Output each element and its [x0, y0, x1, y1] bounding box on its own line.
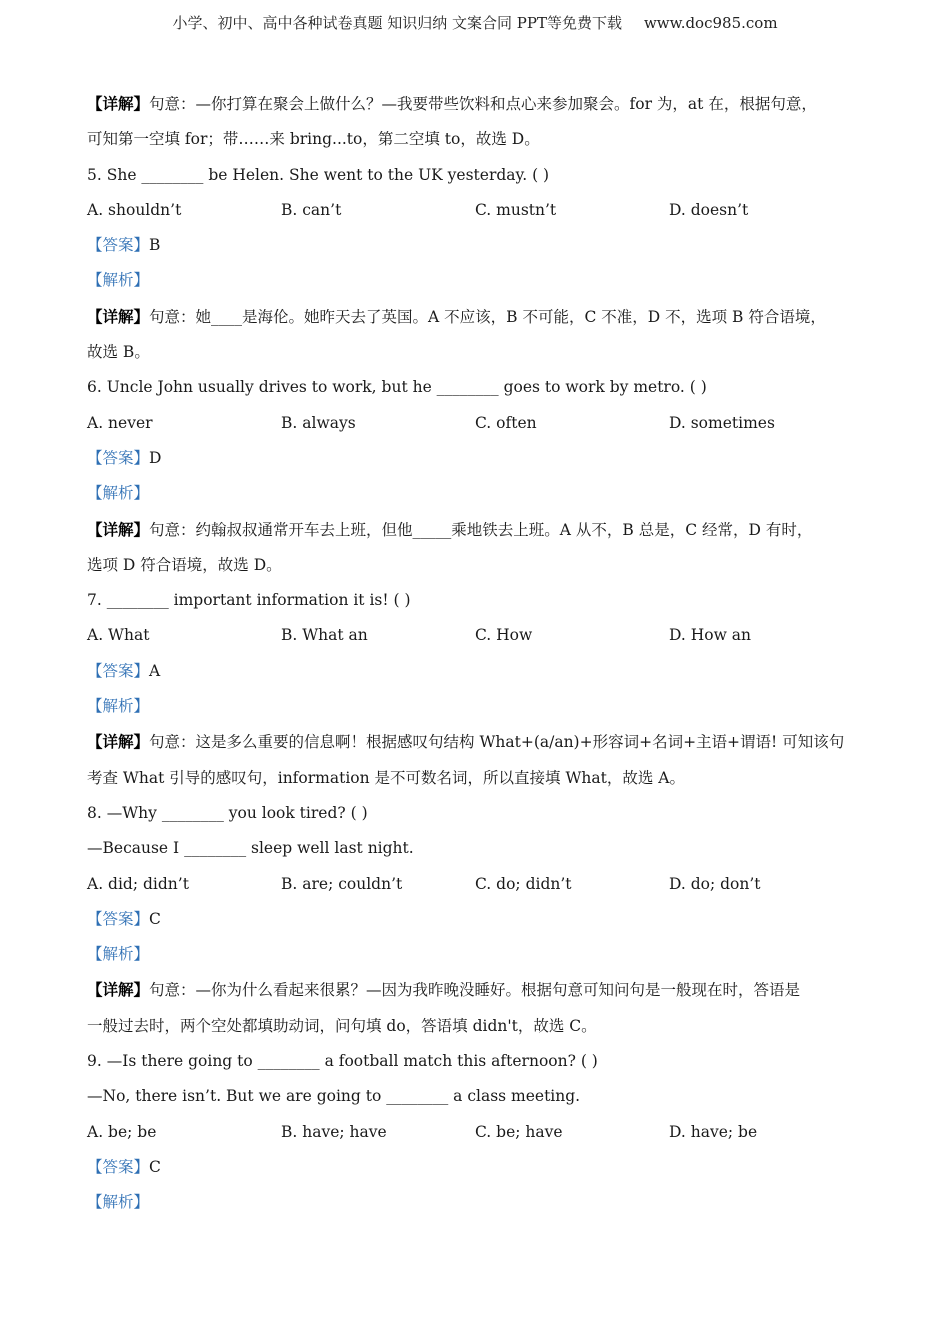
detail-tag: 【详解】: [87, 732, 150, 752]
detail-tag: 【详解】: [87, 980, 150, 1000]
analysis-tag: 【解析】: [87, 945, 150, 964]
question-stem: 7. ________ important information it is! ( ): [87, 591, 411, 610]
question-stem: 5. She ________ be Helen. She went to the UK yesterday. ( ): [87, 165, 550, 184]
detail-tag: 【详解】: [87, 519, 150, 539]
option-a: A. be; be: [87, 1122, 157, 1141]
header-title: 小学、初中、高中各种试卷真题 知识归纳 文案合同 PPT等免费下载: [172, 14, 622, 32]
option-a: A. never: [87, 413, 153, 432]
question-stem: 6. Uncle John usually drives to work, but he ________ goes to work by metro. ( ): [87, 378, 707, 397]
analysis-line: [87, 263, 863, 298]
detail-line: 【详解】句意：—你打算在聚会上做什么？—我要带些饮料和点心来参加聚会。for 为，at 在，根据句意，: [87, 94, 817, 113]
detail-line: 【详解】句意：她____是海伦。她昨天去了英国。A 不应该，B 不可能，C 不准，D 不，选项 B 符合语境，: [87, 306, 826, 326]
option-row: [87, 867, 863, 902]
option-d: D. have; be: [669, 1122, 758, 1141]
option-c: C. do; didn’t: [475, 874, 572, 893]
option-b: B. always: [281, 413, 356, 432]
detail-line: 选项 D 符合语境，故选 D。: [87, 555, 282, 574]
answer-line: [87, 228, 863, 263]
analysis-line: [87, 1185, 863, 1220]
option-a: A. did; didn’t: [87, 874, 189, 893]
answer-line: [87, 1150, 863, 1185]
option-b: B. What an: [281, 626, 368, 645]
question-stem: 8. —Why ________ you look tired? ( ): [87, 803, 368, 822]
option-c: C. mustn’t: [475, 200, 557, 219]
detail-line: 【详解】句意：这是多么重要的信息啊！根据感叹句结构 What+(a/an)+形容词+名词+主语+谓语! 可知该句: [87, 732, 845, 752]
question-stem-reply: —No, there isn’t. But we are going to ________ a class meeting.: [87, 1087, 581, 1106]
option-row: [87, 406, 863, 441]
answer-value: D: [149, 448, 162, 467]
answer-tag: 【答案】: [87, 448, 150, 467]
answer-value: C: [149, 909, 161, 928]
option-b: B. can’t: [281, 200, 342, 219]
option-row: [87, 1115, 863, 1150]
detail-line: 故选 B。: [87, 343, 150, 362]
option-row: [87, 618, 863, 653]
answer-tag: 【答案】: [87, 236, 150, 255]
detail-line: 【详解】句意：—你为什么看起来很累？—因为我昨晚没睡好。根据句意可知问句是一般现在时，答语是: [87, 980, 801, 1000]
page-header: [0, 12, 950, 33]
document-body: [87, 86, 863, 1221]
option-d: D. sometimes: [669, 413, 775, 432]
header-url[interactable]: www.doc985.com: [643, 14, 778, 32]
option-b: B. are; couldn’t: [281, 874, 403, 893]
option-d: D. do; don’t: [669, 874, 761, 893]
analysis-line: [87, 937, 863, 972]
analysis-tag: 【解析】: [87, 697, 150, 716]
analysis-line: [87, 476, 863, 511]
analysis-tag: 【解析】: [87, 1193, 150, 1212]
question-stem-reply: —Because I ________ sleep well last night.: [87, 839, 414, 858]
option-d: D. How an: [669, 626, 751, 645]
option-a: A. What: [87, 626, 150, 645]
option-c: C. How: [475, 626, 533, 645]
option-a: A. shouldn’t: [87, 200, 182, 219]
answer-tag: 【答案】: [87, 909, 150, 928]
detail-line: 考查 What 引导的感叹句，information 是不可数名词，所以直接填 What，故选 A。: [87, 768, 685, 787]
answer-value: A: [149, 661, 161, 680]
option-b: B. have; have: [281, 1122, 387, 1141]
detail-tag: 【详解】: [87, 306, 150, 326]
option-d: D. doesn’t: [669, 200, 749, 219]
question-stem: 9. —Is there going to ________ a football match this afternoon? ( ): [87, 1052, 598, 1071]
option-c: C. be; have: [475, 1122, 563, 1141]
answer-value: C: [149, 1157, 161, 1176]
option-row: [87, 193, 863, 228]
analysis-line: [87, 689, 863, 724]
answer-line: [87, 441, 863, 476]
answer-tag: 【答案】: [87, 1157, 150, 1176]
detail-line: 一般过去时，两个空处都填助动词，问句填 do，答语填 didn't，故选 C。: [87, 1016, 597, 1035]
detail-tag: 【详解】: [87, 94, 150, 113]
detail-line: 可知第一空填 for；带……来 bring...to，第二空填 to，故选 D。: [87, 130, 540, 149]
answer-tag: 【答案】: [87, 661, 150, 680]
answer-line: [87, 654, 863, 689]
detail-line: 【详解】句意：约翰叔叔通常开车去上班，但他_____乘地铁去上班。A 从不，B 总是，C 经常，D 有时，: [87, 519, 813, 539]
answer-value: B: [149, 236, 161, 255]
analysis-tag: 【解析】: [87, 271, 150, 290]
option-c: C. often: [475, 413, 537, 432]
analysis-tag: 【解析】: [87, 484, 150, 503]
answer-line: [87, 902, 863, 937]
